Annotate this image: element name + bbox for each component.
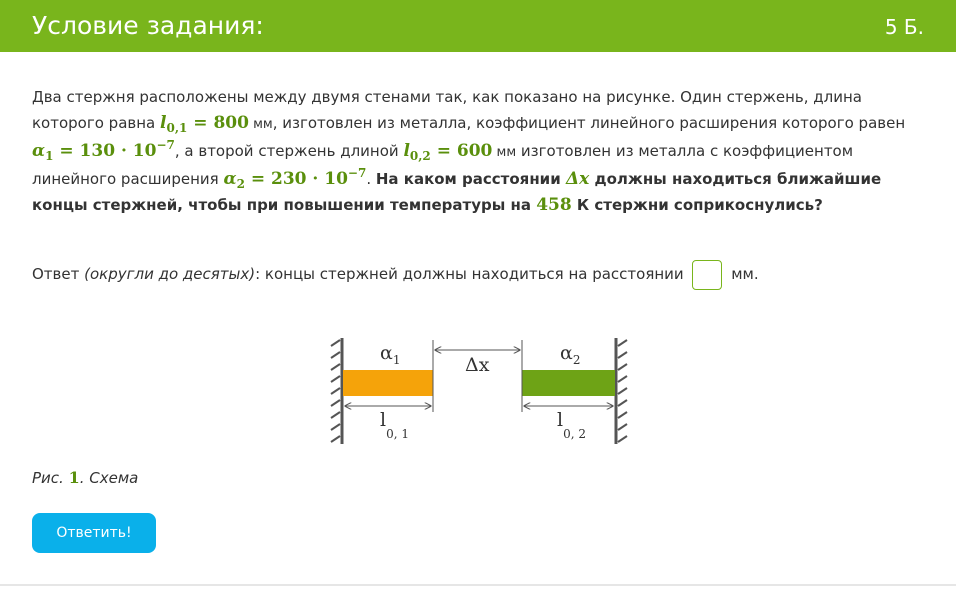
formula-alpha1: $\alpha_1 = 130 \cdot 10^{-7}$ bbox=[32, 138, 175, 163]
bottom-divider bbox=[0, 584, 956, 586]
task-points: 5 Б. bbox=[884, 15, 924, 39]
formula-l02: $l_{0,2} = 600$ bbox=[403, 141, 493, 163]
task-title: Условие задания: bbox=[32, 11, 264, 40]
rod-2 bbox=[522, 370, 615, 396]
left-wall bbox=[331, 338, 342, 444]
task-question: На каком расстоянии Δx должны находиться ближайшие концы стержней, чтобы при повышении температуры на 458 К стержни соприкоснулись? bbox=[32, 169, 882, 215]
figure-caption: Рис. 1. Схема bbox=[32, 468, 139, 487]
task-header bbox=[0, 0, 956, 52]
delta-x-label: Δx bbox=[465, 354, 490, 376]
scheme-figure bbox=[326, 336, 632, 448]
task-text: Два стержня расположены между двумя стенами так, как показано на рисунке. Один стержень, длина которого равна $l_{0,1} = 800$ мм, изготовлен из металла, коэффициент линейного расширения которого равен $\alpha_1 = 130 \cdot 10^{-7}$, а второй стержень длиной $l_{0,2} = 600$ мм изготовлен из металла с коэффициентом линейного расширения $\alpha_2 = 230 \cdot 10^{-7}$. На каком расстоянии Δx должны находиться ближайшие концы стержней, чтобы при повышении температуры на 458 К стержни соприкоснулись? bbox=[32, 88, 906, 215]
answer-line: Ответ (округли до десятых): концы стержней должны находиться на расстоянии мм. bbox=[32, 258, 922, 290]
formula-alpha2: $\alpha_2 = 230 \cdot 10^{-7}$ bbox=[223, 166, 367, 191]
alpha2-label: $\alpha_2$ bbox=[560, 342, 581, 367]
l01-label: $l_{0, 1}$ bbox=[380, 409, 409, 441]
answer-unit: мм. bbox=[731, 265, 759, 283]
answer-input[interactable] bbox=[692, 260, 722, 290]
rod-1 bbox=[343, 370, 433, 396]
submit-button[interactable]: Ответить! bbox=[32, 513, 156, 553]
alpha1-label: $\alpha_1$ bbox=[380, 342, 401, 367]
l02-label: $l_{0, 2}$ bbox=[557, 409, 586, 441]
answer-hint: (округли до десятых) bbox=[84, 265, 256, 283]
formula-l01: $l_{0,1} = 800$ bbox=[160, 113, 249, 135]
right-wall bbox=[616, 338, 627, 444]
